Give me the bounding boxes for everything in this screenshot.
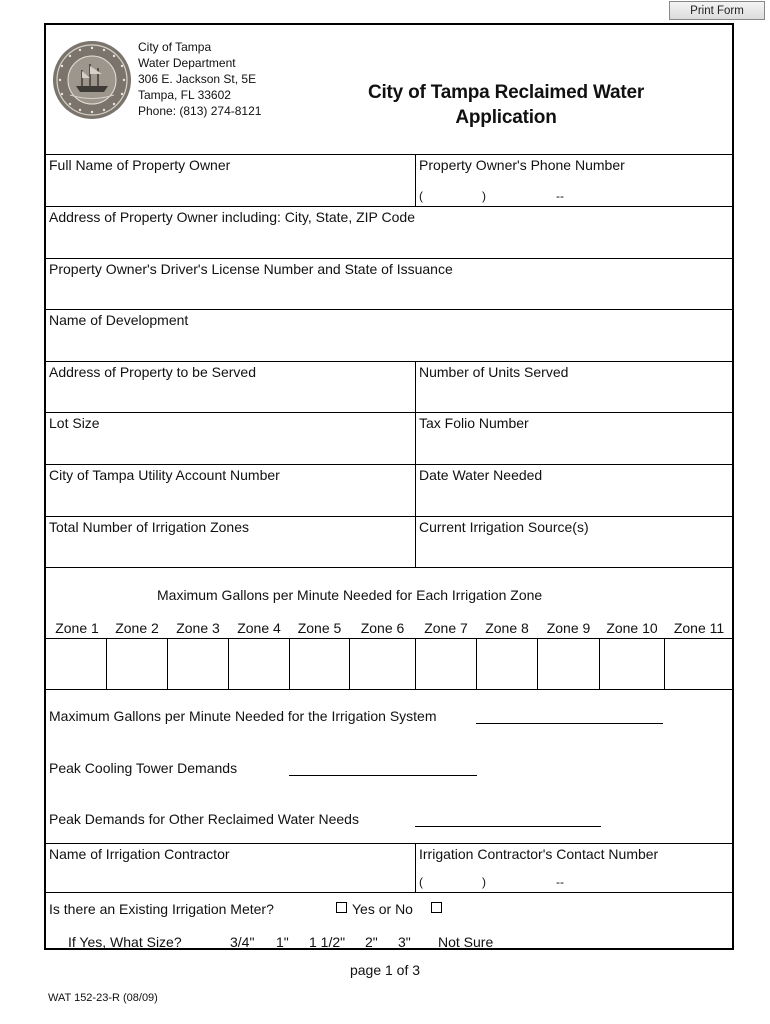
owner-name-field[interactable]: Full Name of Property Owner (49, 157, 231, 173)
zone-label: Zone 1 (55, 620, 99, 636)
zone-label: Zone 9 (546, 620, 591, 636)
print-form-button[interactable]: Print Form (669, 1, 765, 20)
zone-4-input[interactable] (229, 638, 289, 689)
zone-label: Zone 2 (115, 620, 159, 636)
lot-size-field[interactable]: Lot Size (49, 415, 100, 431)
size-option[interactable]: 1 1/2" (309, 934, 346, 950)
phone-close-paren: ) (482, 875, 486, 889)
system-gpm-label: Maximum Gallons per Minute Needed for the Irrigation System (49, 708, 437, 724)
zone-7-input[interactable] (416, 638, 476, 689)
page-number: page 1 of 3 (349, 962, 421, 978)
row-divider (45, 689, 733, 690)
zone-5-input[interactable] (290, 638, 349, 689)
address-line: Phone: (813) 274-8121 (138, 104, 262, 118)
row-divider (45, 309, 733, 310)
size-option[interactable]: Not Sure (438, 934, 494, 950)
phone-close-paren: ) (482, 189, 486, 203)
row-divider (45, 516, 733, 517)
irrigation-zones-field[interactable]: Total Number of Irrigation Zones (49, 519, 249, 535)
zone-label: Zone 7 (424, 620, 468, 636)
phone-dash: -- (556, 875, 564, 889)
address-line: Water Department (138, 56, 236, 70)
units-served-field[interactable]: Number of Units Served (419, 364, 569, 380)
row-divider (45, 567, 733, 568)
meter-no-checkbox[interactable] (431, 902, 442, 913)
zones-heading: Maximum Gallons per Minute Needed for Each Irrigation Zone (157, 587, 543, 603)
row-divider (45, 258, 733, 259)
zone-10-input[interactable] (600, 638, 664, 689)
form-code: WAT 152-23-R (08/09) (48, 992, 158, 1004)
size-option[interactable]: 2" (365, 934, 378, 950)
utility-account-field[interactable]: City of Tampa Utility Account Number (49, 467, 280, 483)
row-divider (45, 892, 733, 893)
zone-label: Zone 4 (237, 620, 281, 636)
phone-dash: -- (556, 189, 564, 203)
size-option[interactable]: 3" (398, 934, 411, 950)
column-divider (415, 154, 416, 206)
row-divider (45, 412, 733, 413)
row-divider (45, 464, 733, 465)
zone-9-input[interactable] (538, 638, 599, 689)
column-divider (415, 361, 416, 567)
existing-meter-question: Is there an Existing Irrigation Meter? (49, 901, 274, 917)
zone-8-input[interactable] (477, 638, 537, 689)
row-divider (45, 206, 733, 207)
owner-phone-field[interactable]: Property Owner's Phone Number (419, 157, 625, 173)
title-line: Application (455, 107, 557, 128)
yes-or-no-label: Yes or No (352, 901, 413, 917)
city-seal-logo (52, 40, 132, 120)
meter-size-question: If Yes, What Size? (68, 934, 182, 950)
date-needed-field[interactable]: Date Water Needed (419, 467, 543, 483)
zone-label: Zone 5 (297, 620, 342, 636)
system-gpm-input[interactable] (476, 723, 663, 724)
zone-3-input[interactable] (168, 638, 228, 689)
zone-label: Zone 8 (485, 620, 529, 636)
address-line: 306 E. Jackson St, 5E (138, 72, 257, 86)
size-option[interactable]: 1" (276, 934, 289, 950)
contractor-name-field[interactable]: Name of Irrigation Contractor (49, 846, 230, 862)
row-divider (45, 361, 733, 362)
row-divider (45, 843, 733, 844)
address-line: Tampa, FL 33602 (138, 88, 231, 102)
property-address-field[interactable]: Address of Property to be Served (49, 364, 256, 380)
other-needs-label: Peak Demands for Other Reclaimed Water Needs (49, 811, 359, 827)
zone-label: Zone 3 (176, 620, 220, 636)
development-name-field[interactable]: Name of Development (49, 312, 189, 328)
form-title (340, 80, 672, 130)
other-needs-input[interactable] (415, 826, 601, 827)
size-option[interactable]: 3/4" (230, 934, 255, 950)
zone-label: Zone 6 (360, 620, 405, 636)
row-divider (45, 154, 733, 155)
phone-open-paren: ( (419, 189, 423, 203)
address-line: City of Tampa (138, 40, 212, 54)
zone-2-input[interactable] (107, 638, 167, 689)
department-address (138, 39, 261, 119)
zone-6-input[interactable] (350, 638, 415, 689)
zone-label: Zone 10 (606, 620, 658, 636)
phone-open-paren: ( (419, 875, 423, 889)
zone-label: Zone 11 (673, 620, 725, 636)
zone-11-input[interactable] (665, 638, 732, 689)
cooling-tower-label: Peak Cooling Tower Demands (49, 760, 238, 776)
owner-address-field[interactable]: Address of Property Owner including: City, State, ZIP Code (49, 209, 415, 225)
drivers-license-field[interactable]: Property Owner's Driver's License Number and State of Issuance (49, 261, 453, 277)
title-line: City of Tampa Reclaimed Water (367, 82, 645, 103)
column-divider (415, 843, 416, 892)
irrigation-source-field[interactable]: Current Irrigation Source(s) (419, 519, 589, 535)
cooling-tower-input[interactable] (289, 775, 477, 776)
contractor-contact-field[interactable]: Irrigation Contractor's Contact Number (419, 846, 659, 862)
meter-yes-checkbox[interactable] (336, 902, 347, 913)
tax-folio-field[interactable]: Tax Folio Number (419, 415, 529, 431)
zone-1-input[interactable] (46, 638, 106, 689)
